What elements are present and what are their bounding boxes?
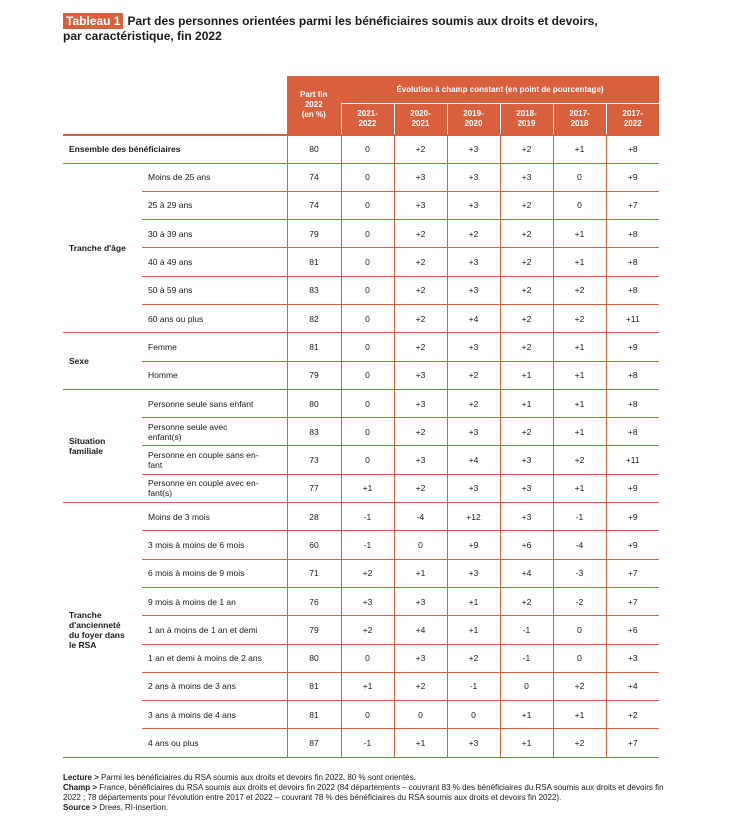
cell-evolution: 0	[341, 701, 394, 729]
cell-evolution: 0	[341, 191, 394, 219]
cell-evolution: -1	[447, 672, 500, 700]
table-row	[63, 616, 659, 644]
cell-evolution: +11	[606, 304, 659, 332]
cell-evolution: +3	[447, 474, 500, 502]
cell-evolution: +3	[447, 559, 500, 587]
row-label: Moins de 25 ans	[142, 163, 287, 191]
cell-share: 74	[287, 191, 341, 219]
cell-evolution: +9	[606, 163, 659, 191]
cell-evolution: 0	[553, 163, 606, 191]
note-champ: Champ > France, bénéficiaires du RSA soumis aux droits et devoirs fin 2022 (84 départements – couvrant 83 % des bénéficiaires du RSA soumis aux droits et devoirs fin 2022 ; 78 départements pour l'évolution entre 2017 et 2022 – couvrant 78 % des bénéficiaires du RSA soumis aux droits et devoirs fin 2022).	[63, 783, 664, 802]
table-row	[63, 531, 659, 559]
row-label: 1 an et demi à moins de 2 ans	[142, 644, 287, 672]
cell-evolution: +1	[394, 559, 447, 587]
cell-evolution: +8	[606, 248, 659, 276]
header-year: 2017- 2018	[553, 104, 606, 136]
cell-evolution: +1	[553, 361, 606, 389]
cell-evolution: +2	[394, 672, 447, 700]
cell-share: 74	[287, 163, 341, 191]
cell-evolution: -1	[500, 616, 553, 644]
cell-share: 87	[287, 729, 341, 757]
cell-share: 80	[287, 135, 341, 163]
cell-evolution: +3	[500, 163, 553, 191]
cell-evolution: +2	[447, 644, 500, 672]
cell-evolution: 0	[341, 220, 394, 248]
row-label: 60 ans ou plus	[142, 304, 287, 332]
cell-evolution: +3	[394, 191, 447, 219]
cell-evolution: 0	[341, 135, 394, 163]
note-lecture: Lecture > Parmi les bénéficiaires du RSA soumis aux droits et devoirs fin 2022, 80 % sont orientés.	[63, 773, 416, 782]
cell-evolution: +2	[500, 333, 553, 361]
cell-evolution: 0	[341, 333, 394, 361]
cell-evolution: +3	[341, 587, 394, 615]
cell-evolution: 0	[553, 644, 606, 672]
cell-evolution: +2	[500, 248, 553, 276]
cell-evolution: +3	[394, 163, 447, 191]
cell-evolution: +2	[553, 729, 606, 757]
cell-evolution: 0	[553, 191, 606, 219]
cell-evolution: +4	[447, 304, 500, 332]
cell-evolution: +7	[606, 191, 659, 219]
cell-evolution: +2	[394, 333, 447, 361]
cell-evolution: +1	[341, 474, 394, 502]
cell-evolution: +7	[606, 587, 659, 615]
cell-evolution: +1	[553, 248, 606, 276]
cell-evolution: 0	[394, 701, 447, 729]
table-row	[63, 587, 659, 615]
table-row	[63, 333, 659, 361]
header-year: 2019- 2020	[447, 104, 500, 136]
cell-evolution: +9	[606, 333, 659, 361]
cell-evolution: +2	[553, 304, 606, 332]
cell-evolution: 0	[341, 163, 394, 191]
cell-evolution: 0	[500, 672, 553, 700]
cell-evolution: 0	[341, 389, 394, 417]
table-row	[63, 418, 659, 446]
cell-evolution: +1	[394, 729, 447, 757]
cell-evolution: +2	[394, 474, 447, 502]
cell-evolution: +2	[500, 135, 553, 163]
cell-evolution: +9	[447, 531, 500, 559]
cell-evolution: +8	[606, 276, 659, 304]
cell-evolution: +2	[447, 361, 500, 389]
row-label: 4 ans ou plus	[142, 729, 287, 757]
table-row	[63, 191, 659, 219]
cell-evolution: +3	[447, 248, 500, 276]
cell-evolution: 0	[341, 248, 394, 276]
table-row	[63, 220, 659, 248]
cell-evolution: +4	[394, 616, 447, 644]
group-label: Tranche d'âge	[63, 163, 142, 333]
cell-evolution: +1	[500, 361, 553, 389]
header-year: 2020- 2021	[394, 104, 447, 136]
table-row	[63, 474, 659, 502]
cell-evolution: +2	[553, 446, 606, 474]
cell-evolution: +3	[606, 644, 659, 672]
row-label: Personne seule sans enfant	[142, 389, 287, 417]
cell-evolution: +2	[394, 276, 447, 304]
header-blank	[63, 76, 287, 135]
cell-share: 79	[287, 616, 341, 644]
group-label: Tranche d'ancienneté du foyer dans le RSA	[63, 503, 142, 758]
title-line-1: Part des personnes orientées parmi les bénéficiaires soumis aux droits et devoirs,	[127, 14, 598, 28]
table-row	[63, 389, 659, 417]
cell-evolution: +2	[394, 248, 447, 276]
cell-evolution: 0	[341, 446, 394, 474]
row-label: 2 ans à moins de 3 ans	[142, 672, 287, 700]
cell-evolution: +8	[606, 220, 659, 248]
header-year: 2017- 2022	[606, 104, 659, 136]
table-notes	[63, 773, 683, 813]
cell-evolution: +2	[394, 135, 447, 163]
cell-evolution: -3	[553, 559, 606, 587]
table-row	[63, 446, 659, 474]
cell-evolution: +4	[447, 446, 500, 474]
row-label: Personne seule avec enfant(s)	[142, 418, 287, 446]
row-label: 3 mois à moins de 6 mois	[142, 531, 287, 559]
cell-evolution: +1	[553, 333, 606, 361]
group-label: Sexe	[63, 333, 142, 390]
cell-share: 77	[287, 474, 341, 502]
row-label: 25 à 29 ans	[142, 191, 287, 219]
cell-share: 81	[287, 701, 341, 729]
table-body	[63, 135, 659, 757]
table-row	[63, 672, 659, 700]
header-part-fin: Part fin 2022 (en %)	[287, 76, 341, 135]
row-label: Femme	[142, 333, 287, 361]
cell-share: 79	[287, 361, 341, 389]
data-table	[63, 76, 659, 758]
cell-evolution: -1	[500, 644, 553, 672]
table-row	[63, 163, 659, 191]
cell-evolution: -4	[553, 531, 606, 559]
cell-evolution: +4	[500, 559, 553, 587]
cell-evolution: +3	[500, 503, 553, 531]
cell-evolution: +8	[606, 418, 659, 446]
cell-evolution: +1	[553, 389, 606, 417]
cell-evolution: +11	[606, 446, 659, 474]
cell-evolution: +3	[447, 333, 500, 361]
cell-evolution: +6	[500, 531, 553, 559]
table-row	[63, 304, 659, 332]
cell-evolution: +2	[500, 191, 553, 219]
cell-share: 81	[287, 672, 341, 700]
cell-evolution: +3	[447, 276, 500, 304]
row-label: 3 ans à moins de 4 ans	[142, 701, 287, 729]
cell-evolution: +1	[553, 220, 606, 248]
cell-evolution: +3	[394, 389, 447, 417]
cell-evolution: +8	[606, 389, 659, 417]
cell-evolution: -1	[341, 729, 394, 757]
cell-share: 81	[287, 333, 341, 361]
cell-evolution: +2	[447, 389, 500, 417]
cell-evolution: 0	[341, 361, 394, 389]
cell-evolution: +2	[553, 672, 606, 700]
row-label: 50 à 59 ans	[142, 276, 287, 304]
cell-evolution: -4	[394, 503, 447, 531]
cell-evolution: +2	[500, 276, 553, 304]
cell-evolution: +3	[394, 361, 447, 389]
cell-evolution: +2	[394, 418, 447, 446]
cell-evolution: +2	[447, 220, 500, 248]
cell-evolution: 0	[394, 531, 447, 559]
table-row	[63, 361, 659, 389]
cell-evolution: +2	[553, 276, 606, 304]
table-row	[63, 276, 659, 304]
row-label: 9 mois à moins de 1 an	[142, 587, 287, 615]
cell-evolution: -1	[341, 531, 394, 559]
row-label: Personne en couple avec en- fant(s)	[142, 474, 287, 502]
cell-evolution: +3	[394, 587, 447, 615]
cell-evolution: +4	[606, 672, 659, 700]
cell-evolution: +3	[394, 446, 447, 474]
cell-evolution: +1	[553, 701, 606, 729]
table-row	[63, 644, 659, 672]
cell-evolution: 0	[447, 701, 500, 729]
cell-evolution: +2	[500, 418, 553, 446]
header-year: 2018- 2019	[500, 104, 553, 136]
table-row	[63, 248, 659, 276]
cell-evolution: +3	[447, 191, 500, 219]
cell-share: 73	[287, 446, 341, 474]
table-row	[63, 729, 659, 757]
cell-evolution: +2	[394, 220, 447, 248]
cell-evolution: +9	[606, 531, 659, 559]
table-row	[63, 701, 659, 729]
cell-evolution: +2	[341, 559, 394, 587]
title-line-2: par caractéristique, fin 2022	[63, 29, 222, 43]
cell-evolution: +7	[606, 729, 659, 757]
total-label: Ensemble des bénéficiaires	[63, 135, 287, 163]
cell-evolution: +1	[500, 729, 553, 757]
cell-evolution: +2	[500, 304, 553, 332]
table-row	[63, 503, 659, 531]
cell-evolution: +2	[606, 701, 659, 729]
cell-share: 28	[287, 503, 341, 531]
cell-evolution: +3	[447, 135, 500, 163]
cell-evolution: +1	[447, 616, 500, 644]
cell-evolution: +1	[500, 701, 553, 729]
cell-evolution: +9	[606, 474, 659, 502]
row-label: 30 à 39 ans	[142, 220, 287, 248]
cell-evolution: +1	[553, 135, 606, 163]
cell-evolution: +1	[447, 587, 500, 615]
row-label: 1 an à moins de 1 an et demi	[142, 616, 287, 644]
cell-evolution: +1	[341, 672, 394, 700]
cell-evolution: +1	[500, 389, 553, 417]
cell-evolution: -1	[553, 503, 606, 531]
note-source: Source > Drees, RI-insertion.	[63, 803, 169, 812]
cell-evolution: +3	[447, 729, 500, 757]
table-row-total	[63, 135, 659, 163]
row-label: Personne en couple sans en- fant	[142, 446, 287, 474]
header-evolution: Évolution à champ constant (en point de pourcentage)	[341, 76, 659, 104]
cell-evolution: +3	[500, 474, 553, 502]
cell-evolution: +9	[606, 503, 659, 531]
cell-share: 80	[287, 644, 341, 672]
cell-evolution: +1	[553, 474, 606, 502]
cell-evolution: +3	[394, 644, 447, 672]
cell-evolution: +8	[606, 361, 659, 389]
cell-share: 83	[287, 276, 341, 304]
cell-evolution: +8	[606, 135, 659, 163]
cell-share: 83	[287, 418, 341, 446]
cell-evolution: +7	[606, 559, 659, 587]
row-label: Homme	[142, 361, 287, 389]
cell-evolution: +1	[553, 418, 606, 446]
cell-evolution: -1	[341, 503, 394, 531]
cell-evolution: +2	[394, 304, 447, 332]
header-year: 2021- 2022	[341, 104, 394, 136]
cell-evolution: 0	[553, 616, 606, 644]
table-badge: Tableau 1	[63, 13, 123, 29]
cell-evolution: +3	[447, 163, 500, 191]
cell-evolution: +2	[341, 616, 394, 644]
cell-evolution: +6	[606, 616, 659, 644]
cell-evolution: +12	[447, 503, 500, 531]
cell-share: 71	[287, 559, 341, 587]
cell-evolution: +2	[500, 587, 553, 615]
cell-evolution: 0	[341, 304, 394, 332]
row-label: 6 mois à moins de 9 mois	[142, 559, 287, 587]
cell-evolution: +3	[500, 446, 553, 474]
row-label: Moins de 3 mois	[142, 503, 287, 531]
cell-share: 80	[287, 389, 341, 417]
cell-share: 60	[287, 531, 341, 559]
cell-evolution: 0	[341, 418, 394, 446]
cell-share: 82	[287, 304, 341, 332]
cell-evolution: 0	[341, 276, 394, 304]
cell-share: 76	[287, 587, 341, 615]
cell-share: 79	[287, 220, 341, 248]
cell-share: 81	[287, 248, 341, 276]
row-label: 40 à 49 ans	[142, 248, 287, 276]
table-row	[63, 559, 659, 587]
cell-evolution: 0	[341, 644, 394, 672]
group-label: Situation familiale	[63, 389, 142, 502]
table-title	[63, 14, 683, 44]
cell-evolution: -2	[553, 587, 606, 615]
cell-evolution: +3	[447, 418, 500, 446]
cell-evolution: +2	[500, 220, 553, 248]
